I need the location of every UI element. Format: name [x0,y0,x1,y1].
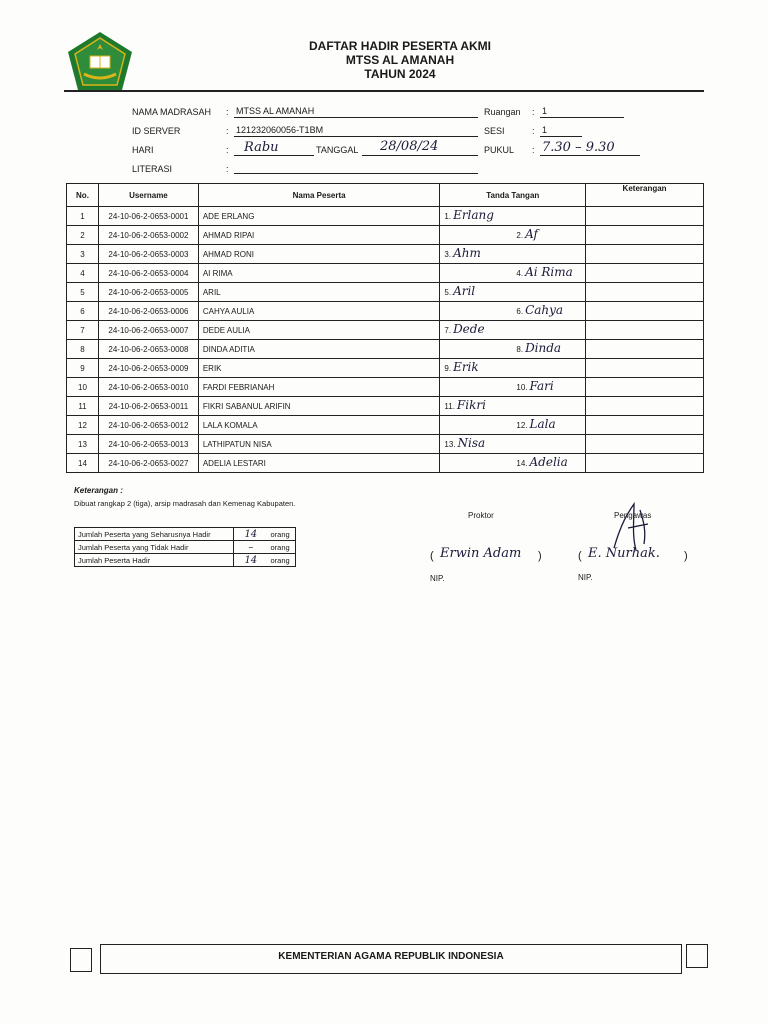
row-signature [444,284,475,298]
summary-table [74,527,296,567]
fill-line [540,117,624,118]
row-signature-scribble: Ai Rima [525,265,573,279]
header-divider [64,90,704,92]
row-keterangan [586,416,704,435]
footer-box-left [70,948,92,972]
row-no: 4 [67,264,99,283]
notes-heading: Keterangan : [74,486,123,495]
row-no: 13 [67,435,99,454]
summary-label: Jumlah Peserta Hadir [75,554,234,567]
row-signature-cell [440,226,586,245]
row-signature-number: 9. [444,364,452,373]
summary-value: 14 [234,554,268,567]
table-row [67,359,704,378]
row-signature-number: 4. [516,269,524,278]
col-header-keterangan: Keterangan [586,184,704,207]
summary-value: 14 [234,528,268,541]
pengawas-label: Pengawas [614,511,652,520]
row-signature-cell [440,207,586,226]
row-username: 24-10-06-2-0653-0004 [98,264,198,283]
table-row [67,378,704,397]
row-no: 5 [67,283,99,302]
row-username: 24-10-06-2-0653-0006 [98,302,198,321]
row-signature [444,398,486,412]
row-keterangan [586,264,704,283]
paren: ( [430,550,434,562]
row-username: 24-10-06-2-0653-0009 [98,359,198,378]
row-signature-cell [440,378,586,397]
row-name: FARDI FEBRIANAH [198,378,440,397]
row-signature [516,455,567,469]
row-signature-cell [440,454,586,473]
row-signature [444,436,485,450]
hari-label: HARI [132,145,154,155]
row-signature [444,208,494,222]
table-row [67,283,704,302]
row-keterangan [586,359,704,378]
tanggal-label: TANGGAL [316,145,359,155]
row-signature-number: 6. [516,307,524,316]
summary-unit: orang [268,541,296,554]
row-no: 14 [67,454,99,473]
row-username: 24-10-06-2-0653-0013 [98,435,198,454]
summary-row [75,554,296,567]
sesi-value: 1 [542,125,548,135]
row-signature-cell [440,321,586,340]
year-title: TAHUN 2024 [364,67,436,81]
row-signature [444,322,484,336]
colon: : [226,164,229,174]
row-username: 24-10-06-2-0653-0011 [98,397,198,416]
kemenag-logo [64,30,136,94]
row-keterangan [586,435,704,454]
col-header-no: No. [67,184,99,207]
table-row [67,302,704,321]
row-signature-scribble: Fari [529,379,554,393]
row-name: ARIL [198,283,440,302]
row-signature-number: 13. [444,440,456,449]
id-server-value: 121232060056-T1BM [236,125,324,135]
row-name: ADE ERLANG [198,207,440,226]
row-no: 6 [67,302,99,321]
fill-line [540,155,640,156]
row-signature-number: 12. [516,421,528,430]
row-username: 24-10-06-2-0653-0007 [98,321,198,340]
row-signature-scribble: Lala [529,417,556,431]
summary-row [75,541,296,554]
col-header-tanda-tangan: Tanda Tangan [440,184,586,207]
colon: : [532,145,535,155]
row-no: 2 [67,226,99,245]
table-row [67,264,704,283]
row-signature-scribble: Erik [453,360,479,374]
row-signature-scribble: Dinda [525,341,562,355]
row-keterangan [586,207,704,226]
footer-banner: KEMENTERIAN AGAMA REPUBLIK INDONESIA [100,944,682,974]
row-no: 8 [67,340,99,359]
row-signature [444,360,478,374]
row-signature-scribble: Ahm [453,246,481,260]
summary-label: Jumlah Peserta yang Tidak Hadir [75,541,234,554]
paren: ( [578,550,582,562]
row-signature-number: 1. [444,212,452,221]
footer-box-right [686,944,708,968]
row-name: LATHIPATUN NISA [198,435,440,454]
row-signature-number: 11. [444,402,455,411]
row-signature-number: 2. [516,231,524,240]
row-no: 9 [67,359,99,378]
table-row [67,226,704,245]
colon: : [532,107,535,117]
row-signature-scribble: Erlang [453,208,494,222]
row-signature-number: 3. [444,250,452,259]
colon: : [226,145,229,155]
row-keterangan [586,378,704,397]
row-username: 24-10-06-2-0653-0005 [98,283,198,302]
table-header-row [67,184,704,207]
table-row [67,207,704,226]
row-signature-number: 14. [516,459,528,468]
row-name: DEDE AULIA [198,321,440,340]
row-signature [444,246,480,260]
table-row [67,340,704,359]
row-signature-scribble: Aril [453,284,476,298]
row-no: 3 [67,245,99,264]
colon: : [532,126,535,136]
row-name: AHMAD RONI [198,245,440,264]
fill-line [362,155,478,156]
summary-unit: orang [268,554,296,567]
row-keterangan [586,397,704,416]
row-signature-cell [440,264,586,283]
paren: ) [684,550,688,562]
row-keterangan [586,454,704,473]
row-keterangan [586,226,704,245]
row-name: ERIK [198,359,440,378]
row-signature-cell [440,416,586,435]
colon: : [226,126,229,136]
row-keterangan [586,302,704,321]
proktor-label: Proktor [468,511,494,520]
attendance-table [66,183,704,473]
col-header-nama: Nama Peserta [198,184,440,207]
fill-line [234,173,478,174]
row-signature [516,265,572,279]
row-signature-number: 10. [516,383,528,392]
table-row [67,416,704,435]
row-name: FIKRI SABANUL ARIFIN [198,397,440,416]
row-signature-number: 8. [516,345,524,354]
row-signature [516,379,553,393]
sesi-label: SESI [484,126,505,136]
row-signature-number: 7. [444,326,452,335]
pukul-label: PUKUL [484,145,515,155]
col-header-username: Username [98,184,198,207]
id-server-label: ID SERVER [132,126,181,136]
row-signature-scribble: Dede [453,322,485,336]
row-name: CAHYA AULIA [198,302,440,321]
ruangan-label: Ruangan [484,107,521,117]
row-username: 24-10-06-2-0653-0003 [98,245,198,264]
nama-madrasah-label: NAMA MADRASAH [132,107,212,117]
fill-line [540,136,582,137]
row-keterangan [586,245,704,264]
row-username: 24-10-06-2-0653-0008 [98,340,198,359]
table-row [67,435,704,454]
row-signature-cell [440,283,586,302]
summary-value: – [234,541,268,554]
row-username: 24-10-06-2-0653-0027 [98,454,198,473]
row-keterangan [586,283,704,302]
row-signature-cell [440,359,586,378]
ruangan-value: 1 [542,106,548,116]
pengawas-nip: NIP. [578,573,593,582]
table-row [67,454,704,473]
row-signature [516,341,561,355]
paren: ) [538,550,542,562]
row-name: LALA KOMALA [198,416,440,435]
table-row [67,397,704,416]
row-signature-scribble: Fikri [456,398,486,412]
summary-label: Jumlah Peserta yang Seharusnya Hadir [75,528,234,541]
row-signature [516,227,538,241]
row-signature-cell [440,340,586,359]
row-signature-cell [440,245,586,264]
row-signature-cell [440,435,586,454]
pukul-value: 7.30 – 9.30 [542,140,615,155]
row-keterangan [586,340,704,359]
row-username: 24-10-06-2-0653-0002 [98,226,198,245]
fill-line [234,117,478,118]
fill-line [234,136,478,137]
nama-madrasah-value: MTSS AL AMANAH [236,106,315,116]
tanggal-value: 28/08/24 [380,139,439,154]
row-signature-cell [440,302,586,321]
row-username: 24-10-06-2-0653-0001 [98,207,198,226]
row-signature [516,303,563,317]
row-name: AHMAD RIPAI [198,226,440,245]
row-username: 24-10-06-2-0653-0012 [98,416,198,435]
row-signature-number: 5. [444,288,452,297]
row-signature [516,417,555,431]
row-name: DINDA ADITIA [198,340,440,359]
row-signature-cell [440,397,586,416]
row-no: 1 [67,207,99,226]
fill-line [234,155,314,156]
row-keterangan [586,321,704,340]
row-signature-scribble: Nisa [457,436,486,450]
row-signature-scribble: Cahya [525,303,564,317]
doc-title: DAFTAR HADIR PESERTA AKMI [309,39,491,53]
row-name: AI RIMA [198,264,440,283]
notes-body: Dibuat rangkap 2 (tiga), arsip madrasah dan Kemenag Kabupaten. [74,499,296,508]
proktor-signature: Erwin Adam [440,546,522,561]
literasi-label: LITERASI [132,164,173,174]
row-name: ADELIA LESTARI [198,454,440,473]
table-row [67,245,704,264]
row-signature-scribble: Af [525,227,538,241]
row-username: 24-10-06-2-0653-0010 [98,378,198,397]
school-title: MTSS AL AMANAH [345,53,455,67]
hari-value: Rabu [244,140,279,155]
row-signature-scribble: Adelia [529,455,568,469]
proktor-nip: NIP. [430,574,445,583]
table-row [67,321,704,340]
colon: : [226,107,229,117]
pengawas-signature: E. Nurhak. [588,546,660,561]
summary-row [75,528,296,541]
row-no: 11 [67,397,99,416]
summary-unit: orang [268,528,296,541]
row-no: 10 [67,378,99,397]
row-no: 7 [67,321,99,340]
row-no: 12 [67,416,99,435]
